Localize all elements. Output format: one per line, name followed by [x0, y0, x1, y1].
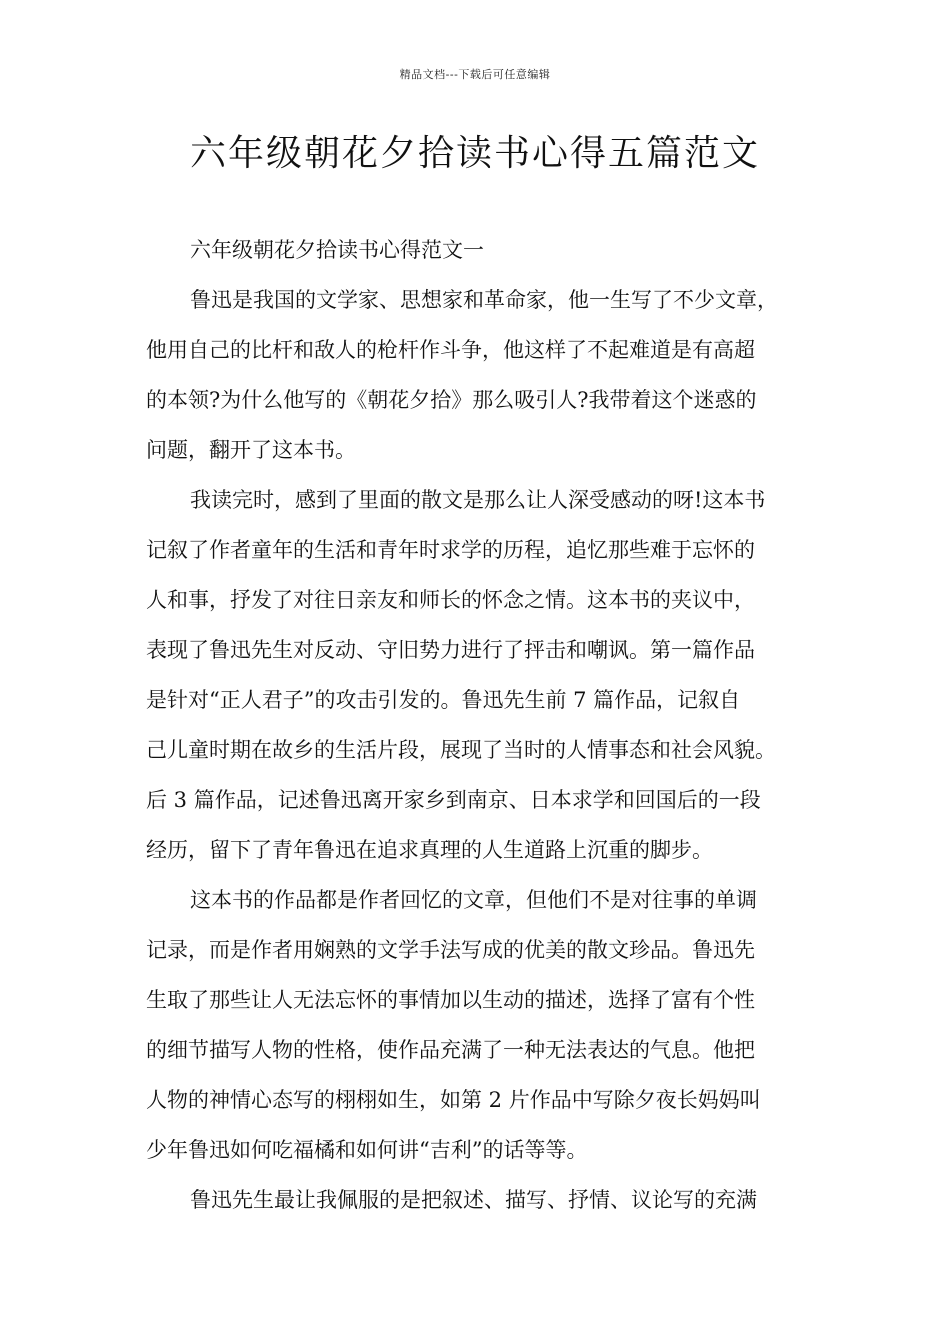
paragraph-line: 鲁迅是我国的文学家、思想家和革命家，他一生写了不少文章，: [190, 288, 778, 312]
document-title: 六年级朝花夕拾读书心得五篇范文: [189, 133, 760, 174]
paragraph-line: 我读完时，感到了里面的散文是那么让人深受感动的呀!这本书: [190, 488, 766, 512]
paragraph-line: 己儿童时期在故乡的生活片段，展现了当时的人情事态和社会风貌。: [146, 738, 776, 762]
paragraph-line: 后 3 篇作品，记述鲁迅离开家乡到南京、日本求学和回国后的一段: [146, 788, 761, 812]
paragraph-line: 生取了那些让人无法忘怀的事情加以生动的描述，选择了富有个性: [146, 988, 755, 1012]
paragraph-line: 他用自己的比杆和敌人的枪杆作斗争，他这样了不起难道是有高超: [146, 338, 755, 362]
paragraph-line: 问题，翻开了这本书。: [146, 438, 356, 462]
paragraph-line: 表现了鲁迅先生对反动、守旧势力进行了抨击和嘲讽。第一篇作品: [146, 638, 755, 662]
paragraph-line: 鲁迅先生最让我佩服的是把叙述、描写、抒情、议论写的充满: [190, 1188, 757, 1212]
paragraph-line: 少年鲁迅如何吃福橘和如何讲“吉利”的话等等。: [146, 1138, 588, 1162]
header-note: 精品文档---下载后可任意编辑: [399, 68, 551, 81]
paragraph-line: 这本书的作品都是作者回忆的文章，但他们不是对往事的单调: [190, 888, 757, 912]
paragraph-line: 的细节描写人物的性格，使作品充满了一种无法表达的气息。他把: [146, 1038, 755, 1062]
paragraph-line: 人物的神情心态写的栩栩如生，如第 2 片作品中写除夕夜长妈妈叫: [146, 1088, 761, 1112]
document-body: [146, 225, 806, 1225]
section-heading: 六年级朝花夕拾读书心得范文一: [190, 238, 484, 262]
paragraph-line: 记录，而是作者用娴熟的文学手法写成的优美的散文珍品。鲁迅先: [146, 938, 755, 962]
paragraph-line: 的本领?为什么他写的《朝花夕拾》那么吸引人?我带着这个迷惑的: [146, 388, 757, 412]
paragraph-line: 人和事，抒发了对往日亲友和师长的怀念之情。这本书的夹议中，: [146, 588, 755, 612]
paragraph-line: 经历，留下了青年鲁迅在追求真理的人生道路上沉重的脚步。: [146, 838, 713, 862]
paragraph-line: 是针对“正人君子”的攻击引发的。鲁迅先生前 7 篇作品，记叙自: [146, 688, 741, 712]
paragraph-line: 记叙了作者童年的生活和青年时求学的历程，追忆那些难于忘怀的: [146, 538, 755, 562]
